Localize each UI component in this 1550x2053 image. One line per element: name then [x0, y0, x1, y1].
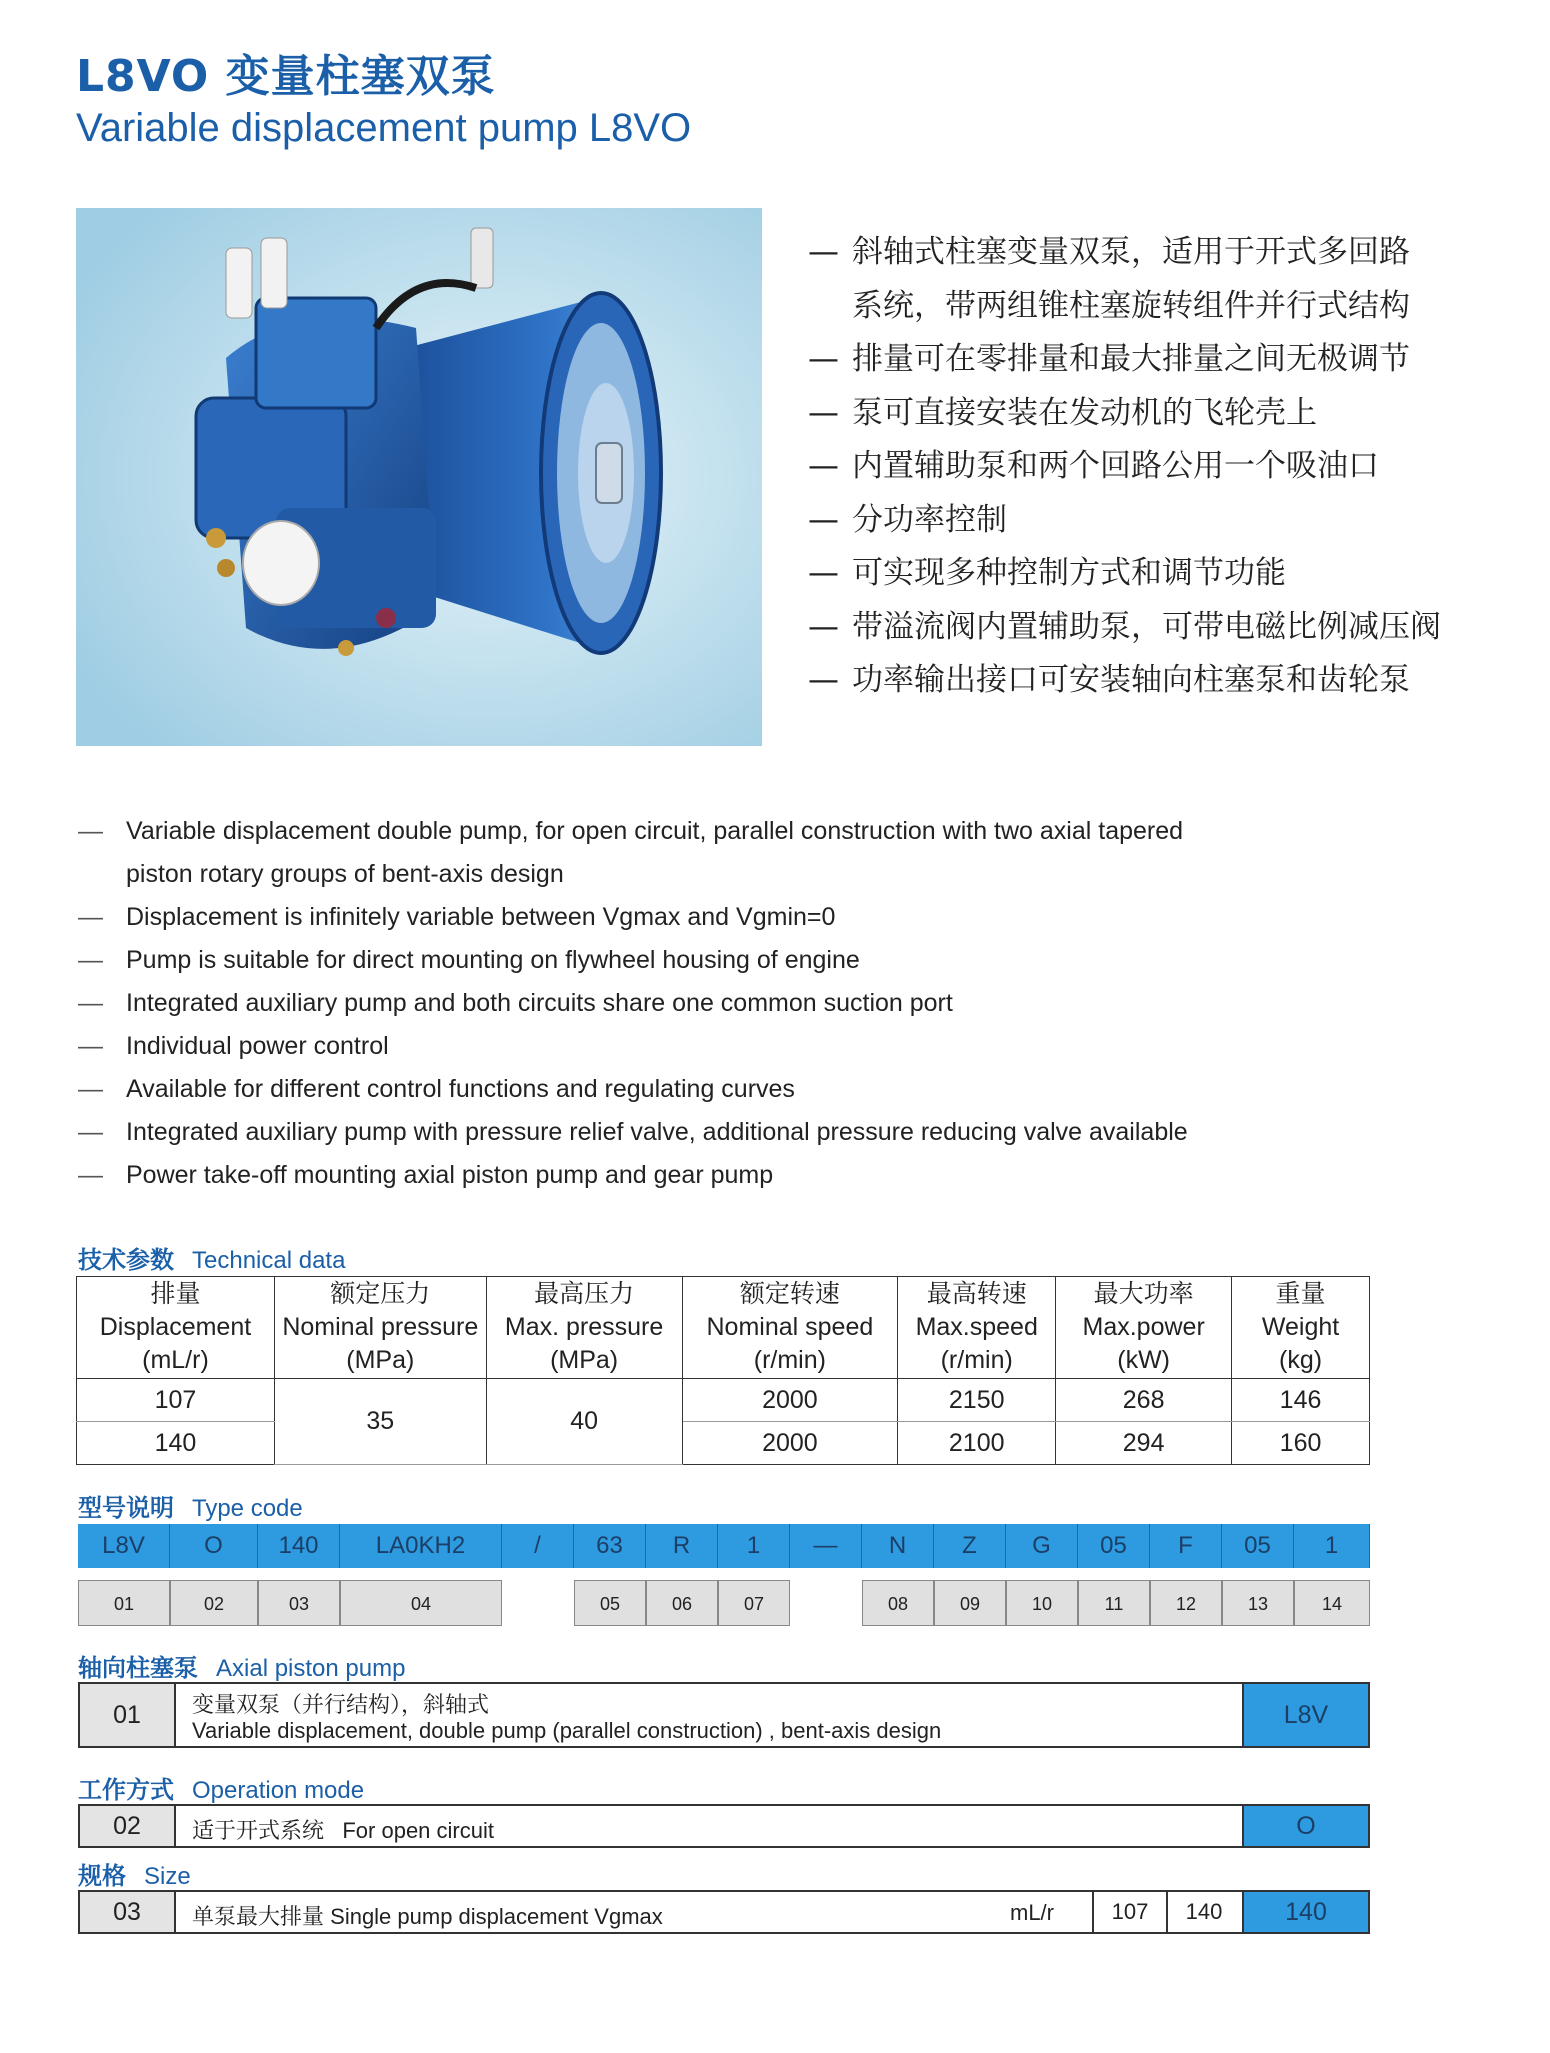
header-max-power: 最大功率 Max.power (kW): [1056, 1277, 1232, 1379]
code-cell: L8V: [78, 1524, 170, 1568]
cell-max-pressure: 40: [486, 1379, 682, 1465]
size-section-title: 规格 Size: [78, 1862, 191, 1890]
cell-max-speed: 2100: [898, 1422, 1056, 1465]
header-weight: 重量 Weight (kg): [1232, 1277, 1370, 1379]
feature-cn-item: — 带溢流阀内置辅助泵，可带电磁比例减压阀: [808, 608, 1441, 645]
code-cell: 05: [1078, 1524, 1150, 1568]
operation-option-row: [78, 1804, 1370, 1848]
option-value: L8V: [1242, 1684, 1368, 1746]
table-row: [77, 1379, 1370, 1422]
code-number: 14: [1294, 1580, 1370, 1626]
code-cell: 63: [574, 1524, 646, 1568]
code-number: 10: [1006, 1580, 1078, 1626]
option-value: O: [1242, 1806, 1368, 1846]
tech-section-title: 技术参数 Technical data: [78, 1246, 346, 1274]
option-unit: mL/r: [1010, 1900, 1054, 1925]
cell-nominal-speed: 2000: [682, 1422, 898, 1465]
code-cell: R: [646, 1524, 718, 1568]
page-title-en: Variable displacement pump L8VO: [76, 106, 692, 150]
axial-section-title: 轴向柱塞泵 Axial piston pump: [78, 1654, 406, 1682]
typecode-section-title: 型号说明 Type code: [78, 1494, 303, 1522]
tech-data-table: [76, 1276, 1370, 1465]
header-max-speed: 最高转速 Max.speed (r/min): [898, 1277, 1056, 1379]
feature-en-item: piston rotary groups of bent-axis design: [126, 860, 564, 888]
code-cell: O: [170, 1524, 258, 1568]
code-number: 02: [170, 1580, 258, 1626]
header-nominal-speed: 额定转速 Nominal speed (r/min): [682, 1277, 898, 1379]
feature-cn-item: — 内置辅助泵和两个回路公用一个吸油口: [808, 448, 1379, 484]
feature-en-item: — Integrated auxiliary pump and both circuits share one common suction port: [78, 989, 953, 1017]
feature-cn-item: — 分功率控制: [808, 501, 1007, 538]
cell-max-power: 294: [1056, 1422, 1232, 1465]
feature-cn-item: — 功率输出接口可安装轴向柱塞泵和齿轮泵: [808, 662, 1410, 698]
code-number: 05: [574, 1580, 646, 1626]
typecode-strip: [78, 1524, 1370, 1628]
option-text: 单泵最大排量 Single pump displacement Vgmax: [192, 1904, 663, 1929]
code-cell: 1: [1294, 1524, 1370, 1568]
cell-max-speed: 2150: [898, 1379, 1056, 1422]
option-number: 03: [80, 1892, 176, 1932]
cell-nominal-pressure: 35: [274, 1379, 486, 1465]
code-number: 06: [646, 1580, 718, 1626]
option-number: 01: [80, 1684, 176, 1746]
cell-displacement: 107: [77, 1379, 275, 1422]
code-cell: /: [502, 1524, 574, 1568]
code-cell: 1: [718, 1524, 790, 1568]
code-cell: Z: [934, 1524, 1006, 1568]
table-row: [77, 1422, 1370, 1465]
header-max-pressure: 最高压力 Max. pressure (MPa): [486, 1277, 682, 1379]
option-text-cn: 变量双泵（并行结构），斜轴式: [192, 1692, 490, 1717]
pump-photo: [76, 208, 762, 746]
code-cell: 05: [1222, 1524, 1294, 1568]
page-title-cn: L8VO 变量柱塞双泵: [76, 51, 496, 102]
feature-cn-item: — 斜轴式柱塞变量双泵，适用于开式多回路: [808, 234, 1410, 270]
code-number: 09: [934, 1580, 1006, 1626]
features-en: [78, 810, 1478, 1197]
operation-section-title: 工作方式 Operation mode: [78, 1776, 365, 1804]
code-number: 13: [1222, 1580, 1294, 1626]
size-option-row: [78, 1890, 1370, 1934]
header-nominal-pressure: 额定压力 Nominal pressure (MPa): [274, 1277, 486, 1379]
table-header-row: [77, 1277, 1370, 1379]
feature-cn-item: — 排量可在零排量和最大排量之间无极调节: [808, 341, 1410, 377]
code-cell: F: [1150, 1524, 1222, 1568]
feature-en-item: — Variable displacement double pump, for open circuit, parallel construction with two axial tapered: [78, 817, 1184, 845]
code-cell: G: [1006, 1524, 1078, 1568]
feature-cn-item: 系统，带两组锥柱塞旋转组件并行式结构: [852, 287, 1410, 324]
feature-en-item: — Available for different control functions and regulating curves: [78, 1075, 795, 1103]
feature-en-item: — Displacement is infinitely variable between Vgmax and Vgmin=0: [78, 903, 836, 931]
code-number: 11: [1078, 1580, 1150, 1626]
feature-en-item: — Power take-off mounting axial piston pump and gear pump: [78, 1161, 774, 1189]
code-number: 03: [258, 1580, 340, 1626]
cell-weight: 160: [1232, 1422, 1370, 1465]
option-value: 140: [1242, 1892, 1368, 1932]
code-number: 04: [340, 1580, 502, 1626]
code-cell: 140: [258, 1524, 340, 1568]
code-number: 08: [862, 1580, 934, 1626]
option-text: 适于开式系统 For open circuit: [192, 1818, 494, 1843]
cell-nominal-speed: 2000: [682, 1379, 898, 1422]
option-number: 02: [80, 1806, 176, 1846]
code-cell: LA0KH2: [340, 1524, 502, 1568]
feature-en-item: — Individual power control: [78, 1032, 389, 1060]
features-cn: [808, 226, 1528, 708]
pump-illustration: [76, 208, 762, 746]
header-displacement: 排量 Displacement (mL/r): [77, 1277, 275, 1379]
code-cell: N: [862, 1524, 934, 1568]
option-choice: 107: [1092, 1892, 1166, 1932]
feature-en-item: — Pump is suitable for direct mounting on flywheel housing of engine: [78, 946, 860, 974]
feature-cn-item: — 泵可直接安装在发动机的飞轮壳上: [808, 394, 1317, 431]
option-choice: 140: [1166, 1892, 1240, 1932]
code-number: 07: [718, 1580, 790, 1626]
axial-option-row: [78, 1682, 1370, 1748]
code-cell: —: [790, 1524, 862, 1568]
cell-weight: 146: [1232, 1379, 1370, 1422]
feature-en-item: — Integrated auxiliary pump with pressure relief valve, additional pressure reducing valve available: [78, 1118, 1188, 1146]
cell-displacement: 140: [77, 1422, 275, 1465]
code-number: 01: [78, 1580, 170, 1626]
option-text-en: Variable displacement, double pump (parallel construction) , bent-axis design: [192, 1718, 942, 1743]
code-number: 12: [1150, 1580, 1222, 1626]
cell-max-power: 268: [1056, 1379, 1232, 1422]
feature-cn-item: — 可实现多种控制方式和调节功能: [808, 555, 1286, 591]
